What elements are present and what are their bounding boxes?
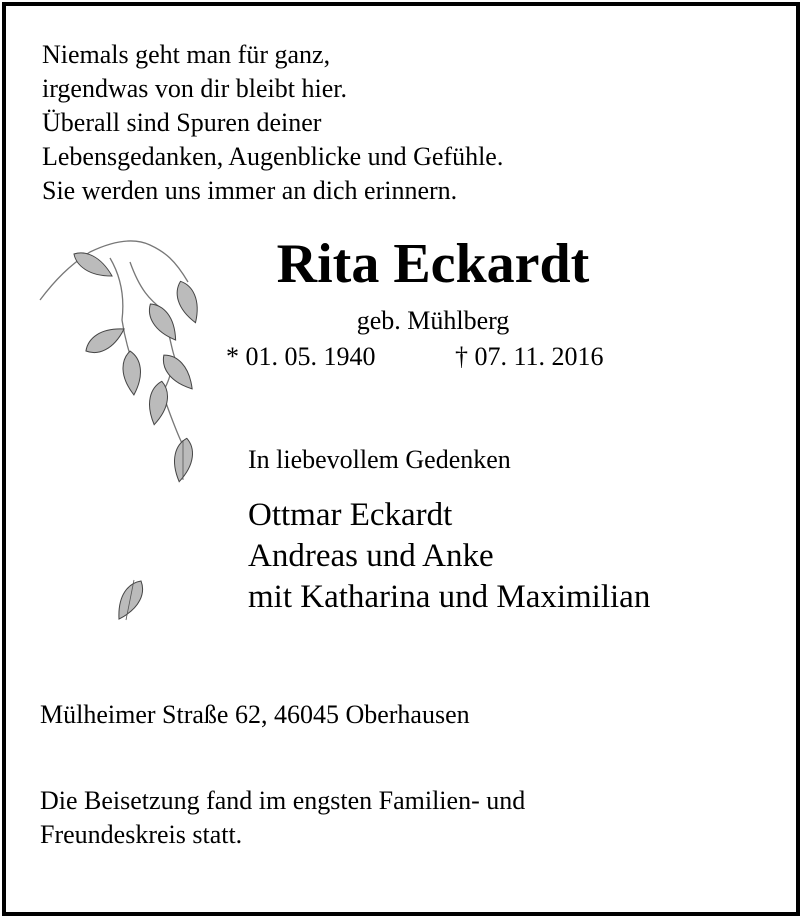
note-line: Freundeskreis statt. — [40, 820, 243, 849]
address: Mülheimer Straße 62, 46045 Oberhausen — [40, 700, 470, 729]
family-line: mit Katharina und Maximilian — [248, 579, 651, 615]
family-line: Andreas und Anke — [248, 538, 494, 574]
note-line: Die Beisetzung fand im engsten Familien- und — [40, 786, 526, 815]
deceased-name: Rita Eckardt — [276, 233, 590, 295]
family-line: Ottmar Eckardt — [248, 497, 453, 533]
leaf-icon — [121, 350, 142, 395]
death-date: † 07. 11. 2016 — [455, 342, 604, 371]
memorial-text: In liebevollem Gedenken — [248, 445, 511, 474]
poem-line: Sie werden uns immer an dich erinnern. — [42, 176, 458, 205]
leaf-icon — [172, 278, 203, 325]
funeral-note — [40, 784, 525, 852]
leaf-icon — [146, 380, 171, 426]
leaf-icon — [70, 247, 116, 283]
leaf-icon — [143, 299, 182, 345]
leaf-icon — [82, 321, 129, 358]
poem-line: Überall sind Spuren deiner — [42, 108, 322, 137]
poem-line: Niemals geht man für ganz, — [42, 40, 331, 69]
birth-date: * 01. 05. 1940 — [226, 342, 376, 371]
poem-line: Lebensgedanken, Augenblicke und Gefühle. — [42, 142, 504, 171]
family-names — [248, 495, 650, 618]
poem — [42, 38, 503, 208]
maiden-name: geb. Mühlberg — [356, 306, 510, 335]
poem-line: irgendwas von dir bleibt hier. — [42, 74, 347, 103]
